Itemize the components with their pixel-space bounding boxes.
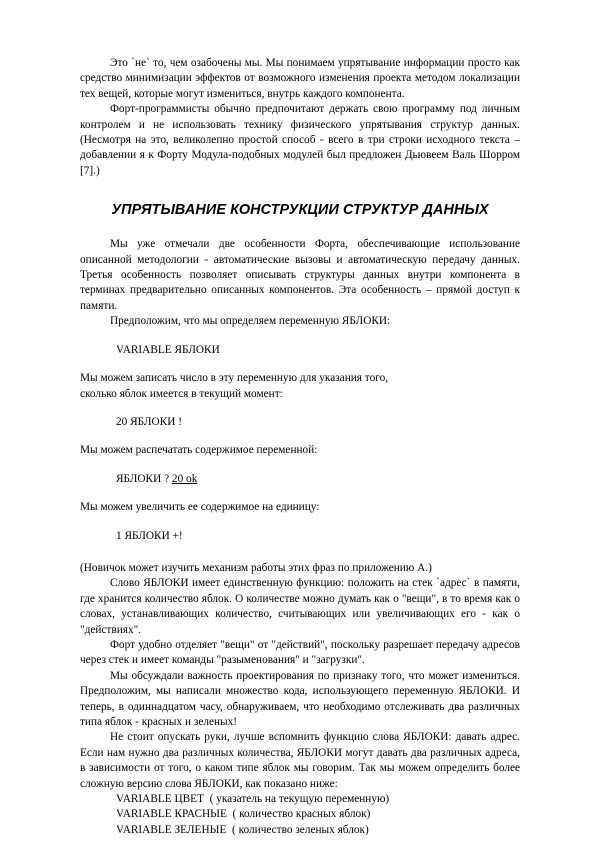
code-variable-green: VARIABLE ЗЕЛЕНЫЕ ( количество зеленых яблок)	[116, 823, 369, 836]
paragraph-forth-programmers: Форт-программисты обычно предпочитают держать свою программу под личным контролем и не использовать технику физического упрятывания структур данных. (Несмотря на это, великолепно простой способ - всего в три строки исходного текста – добавлении я к Форту Модула-подобных модулей был предложен Дьювеем Валь Шорром [7].)	[80, 103, 520, 177]
spacer	[80, 487, 520, 500]
document-body	[80, 56, 520, 838]
spacer	[80, 402, 520, 415]
paragraph-write-number: Мы можем записать число в эту переменную для указания того,	[80, 372, 389, 385]
spacer	[80, 516, 520, 529]
spacer	[80, 430, 520, 443]
code-fetch-print	[80, 472, 520, 487]
paragraph-things-vs-actions: Форт удобно отделяет "вещи" от "действий", поскольку разрешает передачу адресов через стек и имеет команды "разыменования" и "загрузки".	[80, 638, 520, 667]
spacer	[80, 330, 520, 343]
spacer	[80, 459, 520, 472]
code-increment: 1 ЯБЛОКИ +!	[116, 529, 183, 542]
paragraph-dont-give-up: Не стоит опускать руки, лучше вспомнить функцию слова ЯБЛОКИ: давать адрес. Если нам нужно два различных количества, ЯБЛОКИ могут давать два различных адреса, в зависимости от того, о каком типе яблок мы говорим. Так мы можем определить более сложную версию слова ЯБЛОКИ, как показано ниже:	[80, 731, 520, 790]
spacer	[80, 544, 520, 561]
spacer	[80, 358, 520, 371]
code-store-20: 20 ЯБЛОКИ !	[116, 415, 182, 428]
paragraph-hiding-intro: Это `не` то, чем озабочены мы. Мы понимаем упрятывание информации просто как средство минимизации эффектов от возможного изменения проекта методом локализации тех вещей, которые могут измениться, внутрь каждого компонента.	[80, 57, 520, 100]
paragraph-print-contents: Мы можем распечатать содержимое переменной:	[80, 444, 318, 457]
code-variable-color: VARIABLE ЦВЕТ ( указатель на текущую переменную)	[116, 793, 390, 806]
paragraph-increment-by-one: Мы можем увеличить ее содержимое на единицу:	[80, 501, 320, 514]
page-title: УПРЯТЫВАНИЕ КОНСТРУКЦИИ СТРУКТУР ДАННЫХ	[111, 202, 489, 219]
code-fetch-prefix: ЯБЛОКИ ?	[116, 472, 172, 485]
code-variable-apples: VARIABLE ЯБЛОКИ	[116, 343, 220, 356]
paragraph-design-for-change: Мы обсуждали важность проектирования по признаку того, что может измениться. Предположим, мы написали множество кода, использующего переменную ЯБЛОКИ. И теперь, в одиннадцатом часу, обнаруживаем, что необходимо отслеживать два различных типа яблок - красных и зеленых!	[80, 669, 520, 728]
paragraph-suppose-variable: Предположим, что мы определяем переменную ЯБЛОКИ:	[110, 315, 391, 328]
paragraph-how-many-apples: сколько яблок имеется в текущий момент:	[80, 387, 283, 400]
code-variable-red: VARIABLE КРАСНЫЕ ( количество красных яблок)	[116, 808, 371, 821]
paragraph-novice-note: (Новичок может изучить механизм работы этих фраз по приложению А.)	[80, 561, 432, 574]
code-fetch-result: 20 ok	[171, 472, 198, 485]
paragraph-apples-function: Слово ЯБЛОКИ имеет единственную функцию: положить на стек `адрес` в памяти, где хранится количество яблок. О количестве можно думать как о "вещи", в то время как о словах, устанавливающих количество, считывающих или увеличивающих его - как о "действиях".	[80, 577, 520, 636]
paragraph-third-feature: Мы уже отмечали две особенности Форта, обеспечивающие использование описанной методологии - автоматические вызовы и автоматическую передачу данных. Третья особенность позволяет описывать структуры данных внутри компонента в терминах предварительно описанных компонентов. Эта особенность – прямой доступ к памяти.	[80, 238, 520, 312]
